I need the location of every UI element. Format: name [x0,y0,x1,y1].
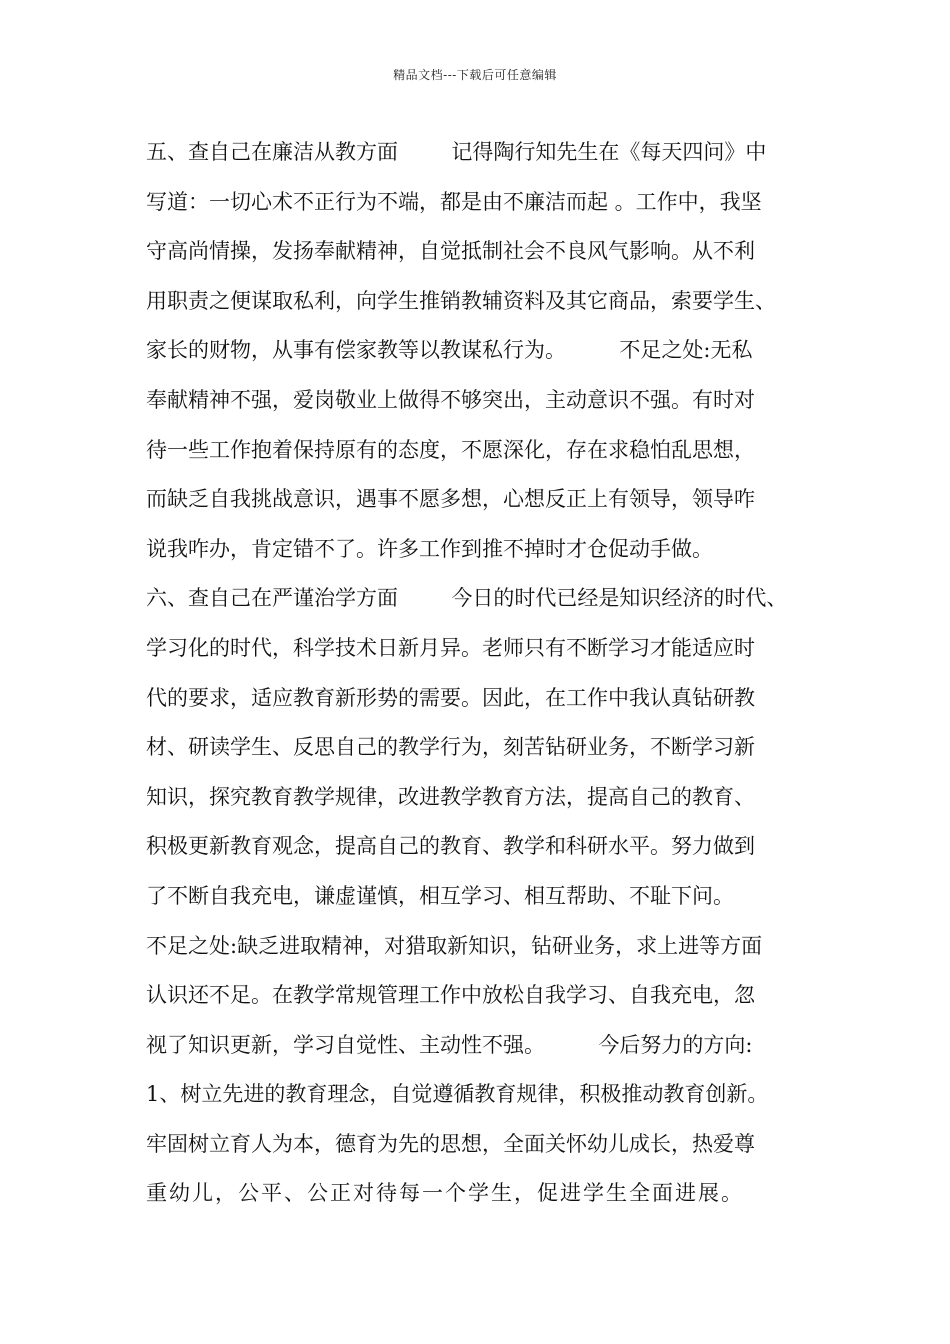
body-line: 家长的财物，从事有偿家教等以教谋私行为。 不足之处:无私 [146,338,753,363]
document-body [146,134,826,1225]
body-line: 用职责之便谋取私利，向学生推销教辅资料及其它商品，索要学生、 [146,288,776,313]
body-line: 待一些工作抱着保持原有的态度，不愿深化，存在求稳怕乱思想， [146,437,755,462]
body-line: 写道：一切心术不正行为不端，都是由不廉洁而起 。工作中，我坚 [146,189,762,214]
body-line: 1、树立先进的教育理念，自觉遵循教育规律，积极推动教育创新。 [146,1082,769,1107]
body-line: 积极更新教育观念，提高自己的教育、教学和科研水平。努力做到 [146,834,755,859]
body-line: 认识还不足。在教学常规管理工作中放松自我学习、自我充电，忽 [146,983,755,1008]
body-line: 了不断自我充电，谦虚谨慎，相互学习、相互帮助、不耻下问。 [146,883,734,908]
body-line: 守高尚情操，发扬奉献精神，自觉抵制社会不良风气影响。从不利 [146,239,755,264]
body-line: 视了知识更新，学习自觉性、主动性不强。 今后努力的方向: [146,1032,753,1057]
page-header: 精品文档---下载后可任意编辑 [393,68,557,82]
body-line: 不足之处:缺乏进取精神，对猎取新知识，钻研业务，求上进等方面 [146,933,763,958]
body-line: 重幼儿，公平、公正对待每一个学生，促进学生全面进展。 [146,1181,744,1206]
body-line: 学习化的时代，科学技术日新月异。老师只有不断学习才能适应时 [146,635,755,660]
body-line: 牢固树立育人为本，德育为先的思想，全面关怀幼儿成长，热爱尊 [146,1131,755,1156]
body-line: 材、研读学生、反思自己的教学行为，刻苦钻研业务，不断学习新 [146,735,755,760]
body-line: 奉献精神不强，爱岗敬业上做得不够突出，主动意识不强。有时对 [146,387,755,412]
body-line: 说我咋办，肯定错不了。许多工作到推不掉时才仓促动手做。 [146,536,713,561]
body-line: 而缺乏自我挑战意识，遇事不愿多想，心想反正上有领导，领导咋 [146,487,755,512]
body-line: 知识，探究教育教学规律，改进教学教育方法，提高自己的教育、 [146,784,755,809]
body-line: 六、查自己在严谨治学方面 今日的时代已经是知识经济的时代、 [146,586,788,611]
body-line: 五、查自己在廉洁从教方面 记得陶行知先生在《每天四问》中 [146,140,767,164]
body-line: 代的要求，适应教育新形势的需要。因此，在工作中我认真钻研教 [146,685,755,710]
